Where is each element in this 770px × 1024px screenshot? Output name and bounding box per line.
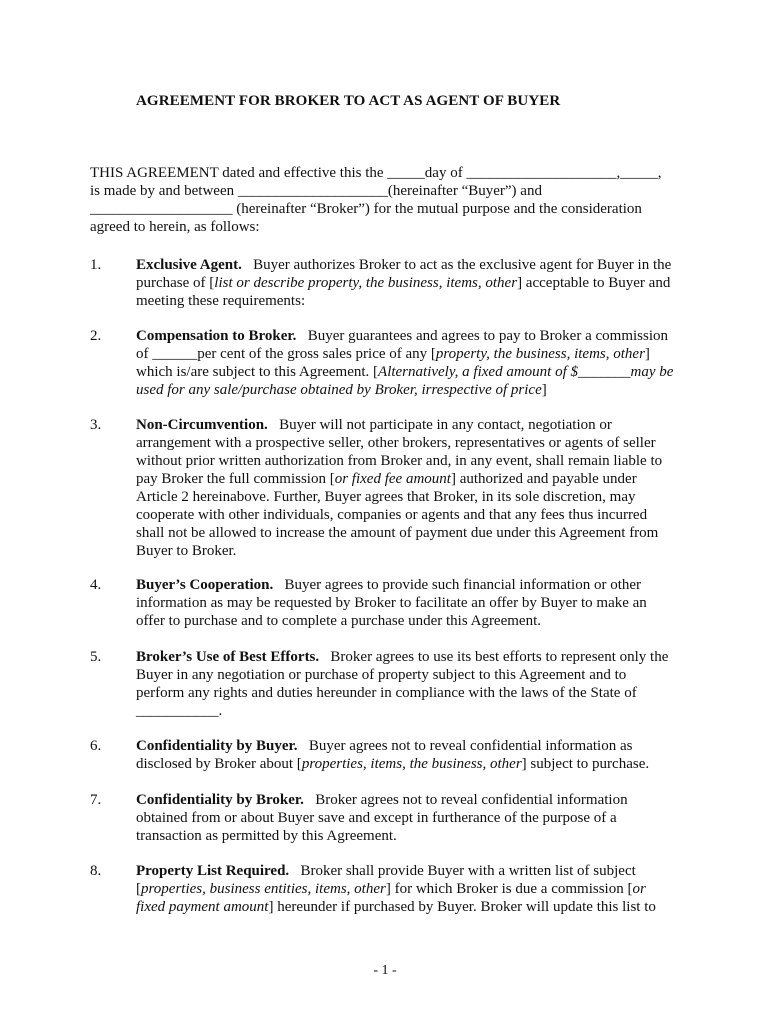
text-segment: Buyer authorizes Broker to act as the exclusive agent for Buyer in the (253, 257, 672, 273)
text-segment: without prior written authorization from Broker and, in any event, shall remain liable to (136, 453, 663, 469)
text-segment: Buyer to Broker. (136, 543, 237, 559)
clause-body (136, 327, 690, 399)
italic-text: properties, business entities, items, other (141, 881, 386, 897)
text-segment: obtained from or about Buyer save and except in furtherance of the purpose of a (136, 810, 617, 826)
italic-text: or fixed fee amount (334, 471, 451, 487)
clause-line (136, 542, 690, 560)
page-number: - 1 - (373, 963, 397, 978)
italic-text: list or describe property, the business, items, other (214, 275, 518, 291)
text-segment: Buyer will not participate in any contact, negotiation or (279, 417, 612, 433)
text-segment: purchase of [ (136, 275, 215, 291)
clause-line (136, 648, 690, 666)
clause-line (136, 524, 690, 542)
italic-text: properties, items, the business, other (301, 756, 522, 772)
clause-body (136, 256, 690, 310)
clause-heading: Confidentiality by Buyer. (136, 738, 298, 754)
clause-1 (90, 256, 690, 310)
clause-line (136, 880, 690, 898)
text-segment: ] hereunder if purchased by Buyer. Broker will update this list to (268, 899, 656, 915)
clause-body (136, 791, 690, 845)
clause-line (136, 434, 690, 452)
clause-2 (90, 327, 690, 399)
clause-heading: Confidentiality by Broker. (136, 792, 304, 808)
intro-line: agreed to herein, as follows: (90, 219, 260, 235)
text-segment: ] acceptable to Buyer and (517, 275, 671, 291)
intro-line: THIS AGREEMENT dated and effective this the _____day of ____________________,_____, (90, 165, 662, 181)
clause-number: 7. (90, 792, 102, 808)
text-segment: information as may be requested by Broker to facilitate an offer by Buyer to make an (136, 595, 647, 611)
clause-body (136, 416, 690, 560)
clause-8 (90, 862, 690, 916)
clause-number: 2. (90, 328, 102, 344)
clause-line (136, 702, 690, 720)
clause-number: 1. (90, 257, 102, 273)
clause-line (136, 791, 690, 809)
clause-line (136, 506, 690, 524)
text-segment: Buyer agrees to provide such financial information or other (284, 577, 642, 593)
text-segment: transaction as permitted by this Agreement. (136, 828, 397, 844)
clause-number: 5. (90, 649, 102, 665)
clause-7 (90, 791, 690, 845)
clause-4 (90, 576, 690, 630)
text-segment: arrangement with a prospective seller, other brokers, representatives or agents of seller (136, 435, 656, 451)
clause-heading: Non-Circumvention. (136, 417, 268, 433)
clause-heading: Broker’s Use of Best Efforts. (136, 649, 320, 665)
text-segment: perform any rights and duties hereunder in compliance with the laws of the State of (136, 685, 637, 701)
clause-heading: Compensation to Broker. (136, 328, 297, 344)
clause-body (136, 737, 690, 773)
clause-line (136, 488, 690, 506)
text-segment: Broker agrees to use its best efforts to represent only the (330, 649, 669, 665)
clause-line (136, 327, 690, 345)
clause-line (136, 862, 690, 880)
clause-body (136, 862, 690, 916)
clause-line (136, 363, 690, 381)
clause-line (136, 684, 690, 702)
text-segment: Buyer in any negotiation or purchase of property subject to this Agreement and to (136, 667, 627, 683)
italic-text: fixed payment amount (136, 899, 269, 915)
text-segment: ] (541, 382, 547, 398)
text-segment: shall not be allowed to increase the amount of payment due under this Agreement from (136, 525, 659, 541)
text-segment: pay Broker the full commission [ (136, 471, 335, 487)
clause-line (136, 809, 690, 827)
clause-line (136, 381, 690, 399)
clause-number: 6. (90, 738, 102, 754)
clause-6 (90, 737, 690, 773)
clause-line (136, 470, 690, 488)
text-segment: ] authorized and payable under (450, 471, 637, 487)
clause-line (136, 755, 690, 773)
text-segment: Broker agrees not to reveal confidential information (315, 792, 628, 808)
clause-line (136, 612, 690, 630)
clause-heading: Buyer’s Cooperation. (136, 577, 274, 593)
text-segment: [ (136, 881, 141, 897)
clause-line (136, 737, 690, 755)
italic-text: used for any sale/purchase obtained by Broker, irrespective of price (136, 382, 542, 398)
intro-line: ___________________ (hereinafter “Broker”) for the mutual purpose and the consideration (90, 201, 642, 217)
intro-line: is made by and between ____________________(hereinafter “Buyer”) and (90, 183, 542, 199)
clause-line (136, 452, 690, 470)
text-segment: offer to purchase and to complete a purchase under this Agreement. (136, 613, 541, 629)
clause-line (136, 416, 690, 434)
clause-line (136, 666, 690, 684)
clause-line (136, 576, 690, 594)
clause-3 (90, 416, 690, 560)
document-title: AGREEMENT FOR BROKER TO ACT AS AGENT OF BUYER (136, 93, 561, 109)
text-segment: Article 2 hereinabove. Further, Buyer agrees that Broker, in its sole discretion, may (136, 489, 636, 505)
clause-number: 4. (90, 577, 102, 593)
clause-line (136, 827, 690, 845)
clause-line (136, 256, 690, 274)
clause-line (136, 274, 690, 292)
clause-heading: Property List Required. (136, 863, 290, 879)
text-segment: which is/are subject to this Agreement. [ (136, 364, 379, 380)
italic-text: Alternatively, a fixed amount of $_______may be (378, 364, 674, 380)
intro-paragraph (90, 164, 690, 236)
clause-line (136, 345, 690, 363)
text-segment: ] (644, 346, 650, 362)
italic-text: property, the business, items, other (435, 346, 645, 362)
clause-5 (90, 648, 690, 720)
text-segment: of ______per cent of the gross sales price of any [ (136, 346, 436, 362)
text-segment: Buyer guarantees and agrees to pay to Broker a commission (307, 328, 668, 344)
clause-body (136, 576, 690, 630)
clause-body (136, 648, 690, 720)
italic-text: or (632, 881, 646, 897)
text-segment: cooperate with other individuals, companies or agents and that any fees thus incurred (136, 507, 648, 523)
text-segment: Broker shall provide Buyer with a written list of subject (300, 863, 636, 879)
clause-line (136, 594, 690, 612)
clause-line (136, 898, 690, 916)
text-segment: meeting these requirements: (136, 293, 306, 309)
clause-heading: Exclusive Agent. (136, 257, 242, 273)
text-segment: disclosed by Broker about [ (136, 756, 302, 772)
clause-number: 8. (90, 863, 102, 879)
text-segment: ] for which Broker is due a commission [ (385, 881, 633, 897)
text-segment: ___________. (136, 703, 223, 719)
clause-line (136, 292, 690, 310)
text-segment: ] subject to purchase. (521, 756, 650, 772)
text-segment: Buyer agrees not to reveal confidential information as (308, 738, 633, 754)
clause-number: 3. (90, 417, 102, 433)
